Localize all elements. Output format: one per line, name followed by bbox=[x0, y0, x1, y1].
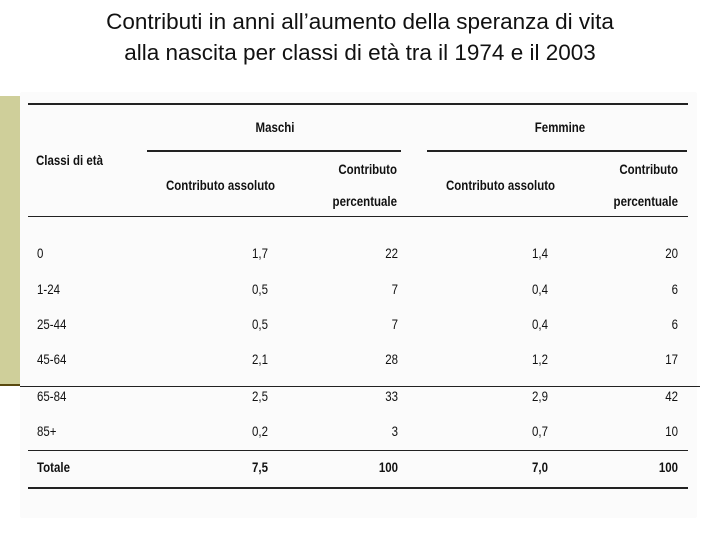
cell-femmine-pct: 100 bbox=[658, 459, 678, 475]
cell-maschi-pct: 33 bbox=[385, 388, 398, 404]
col-header-femmine-abs: Contributo assoluto bbox=[446, 177, 556, 193]
row-header-classi: Classi di età bbox=[36, 152, 103, 168]
cell-femmine-abs: 2,9 bbox=[532, 388, 548, 404]
cell-femmine-pct: 6 bbox=[671, 316, 678, 332]
cell-maschi-pct: 3 bbox=[391, 423, 398, 439]
slide-title bbox=[0, 6, 720, 68]
cell-femmine-abs: 7,0 bbox=[532, 459, 548, 475]
cell-maschi-abs: 1,7 bbox=[252, 245, 268, 261]
cell-classe: Totale bbox=[37, 459, 70, 475]
slide-title-line-2: alla nascita per classi di età tra il 1974 e il 2003 bbox=[124, 40, 596, 65]
slide-title-line-1: Contributi in anni all’aumento della speranza di vita bbox=[106, 9, 614, 34]
cell-maschi-pct: 100 bbox=[378, 459, 398, 475]
maschi-group-rule bbox=[147, 150, 401, 152]
cell-femmine-pct: 42 bbox=[665, 388, 678, 404]
col-header-femmine-pct-line1: Contributo bbox=[619, 161, 678, 177]
cell-femmine-abs: 1,4 bbox=[532, 245, 548, 261]
cell-femmine-abs: 1,2 bbox=[532, 351, 548, 367]
table-bottom-rule bbox=[28, 487, 688, 489]
cell-classe: 45-64 bbox=[37, 351, 67, 367]
table-top-rule bbox=[28, 103, 688, 105]
cell-femmine-abs: 0,4 bbox=[532, 281, 548, 297]
col-header-maschi-pct-line2: percentuale bbox=[332, 193, 397, 209]
cell-femmine-pct: 20 bbox=[665, 245, 678, 261]
cell-maschi-abs: 0,5 bbox=[252, 316, 268, 332]
group-header-femmine: Femmine bbox=[534, 119, 586, 135]
cell-femmine-abs: 0,7 bbox=[532, 423, 548, 439]
cell-classe: 25-44 bbox=[37, 316, 67, 332]
cell-maschi-pct: 7 bbox=[391, 281, 398, 297]
cell-maschi-abs: 0,5 bbox=[252, 281, 268, 297]
cell-classe: 1-24 bbox=[37, 281, 60, 297]
cell-maschi-pct: 22 bbox=[385, 245, 398, 261]
cell-femmine-pct: 10 bbox=[665, 423, 678, 439]
col-header-femmine-pct-line2: percentuale bbox=[613, 193, 678, 209]
slide-divider-line bbox=[20, 386, 700, 387]
cell-femmine-pct: 6 bbox=[671, 281, 678, 297]
cell-maschi-abs: 0,2 bbox=[252, 423, 268, 439]
col-header-maschi-pct-line1: Contributo bbox=[338, 161, 397, 177]
data-table bbox=[20, 92, 697, 518]
cell-classe: 65-84 bbox=[37, 388, 67, 404]
cell-maschi-pct: 28 bbox=[385, 351, 398, 367]
cell-maschi-abs: 2,1 bbox=[252, 351, 268, 367]
group-header-maschi: Maschi bbox=[255, 119, 295, 135]
cell-femmine-abs: 0,4 bbox=[532, 316, 548, 332]
cell-maschi-abs: 7,5 bbox=[252, 459, 268, 475]
cell-femmine-pct: 17 bbox=[665, 351, 678, 367]
cell-classe: 85+ bbox=[37, 423, 57, 439]
cell-maschi-pct: 7 bbox=[391, 316, 398, 332]
col-header-maschi-abs: Contributo assoluto bbox=[166, 177, 276, 193]
decorative-side-bar bbox=[0, 96, 20, 384]
totale-top-rule bbox=[28, 450, 688, 451]
header-bottom-rule bbox=[28, 216, 688, 217]
cell-maschi-abs: 2,5 bbox=[252, 388, 268, 404]
femmine-group-rule bbox=[427, 150, 687, 152]
cell-classe: 0 bbox=[37, 245, 44, 261]
